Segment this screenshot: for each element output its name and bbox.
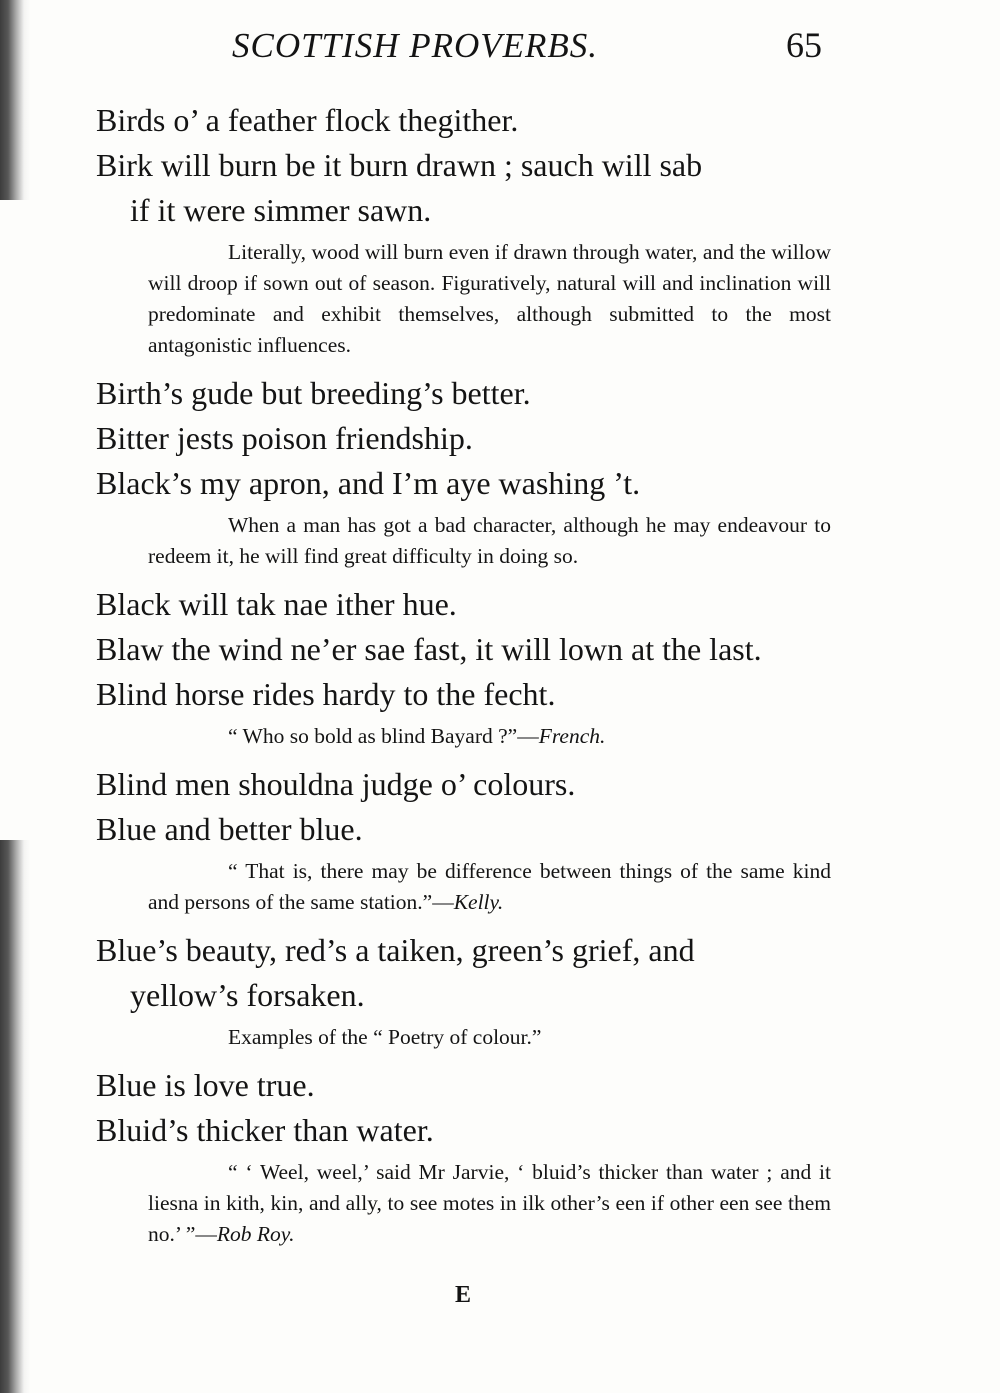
note-source: Rob Roy. (216, 1222, 295, 1246)
proverb-entry: Blue and better blue. (96, 811, 363, 847)
explanatory-note: “ ‘ Weel, weel,’ said Mr Jarvie, ‘ bluid’s thicker than water ; and it liesna in kith, kin, and ally, to see motes in ilk other’s een if other een see them no.’ ”—Rob Roy. (148, 1160, 831, 1246)
proverb-entry: Blaw the wind ne’er sae fast, it will lown at the last. (96, 631, 762, 667)
explanatory-note: “ That is, there may be difference between things of the same kind and persons of the same station.”—Kelly. (148, 859, 831, 914)
explanatory-note: Literally, wood will burn even if drawn through water, and the willow will droop if sown out of season. Figuratively, natural will and inclination will predominate and exhibit themselves, although submitted to the most antagonistic influences. (148, 240, 831, 357)
page-number: 65 (786, 25, 822, 65)
page-body (96, 98, 831, 1260)
proverb-entry: Blue’s beauty, red’s a taiken, green’s grief, and yellow’s forsaken. (96, 932, 695, 1013)
proverb-entry: Birk will burn be it burn drawn ; sauch will sab if it were simmer sawn. (96, 147, 703, 228)
proverb-entry: Bitter jests poison friendship. (96, 420, 473, 456)
note-source: Kelly. (453, 890, 504, 914)
proverb-entry: Birds o’ a feather flock thegither. (96, 102, 519, 138)
proverb-entry: Black’s my apron, and I’m aye washing ’t. (96, 465, 641, 501)
running-header: SCOTTISH PROVERBS. (232, 26, 599, 65)
explanatory-note: Examples of the “ Poetry of colour.” (228, 1025, 542, 1049)
proverb-entry: Blue is love true. (96, 1067, 315, 1103)
explanatory-note: When a man has got a bad character, although he may endeavour to redeem it, he will find great difficulty in doing so. (148, 513, 831, 568)
proverb-entry: Birth’s gude but breeding’s better. (96, 375, 531, 411)
proverb-entry: Blind men shouldna judge o’ colours. (96, 766, 576, 802)
page-spine-gap (0, 200, 30, 840)
explanatory-note: “ Who so bold as blind Bayard ?”—French. (228, 724, 606, 748)
proverb-entry: Bluid’s thicker than water. (96, 1112, 434, 1148)
signature-mark: E (455, 1282, 472, 1308)
proverb-entry: Blind horse rides hardy to the fecht. (96, 676, 556, 712)
proverb-entry: Black will tak nae ither hue. (96, 586, 457, 622)
note-source: French. (538, 724, 606, 748)
